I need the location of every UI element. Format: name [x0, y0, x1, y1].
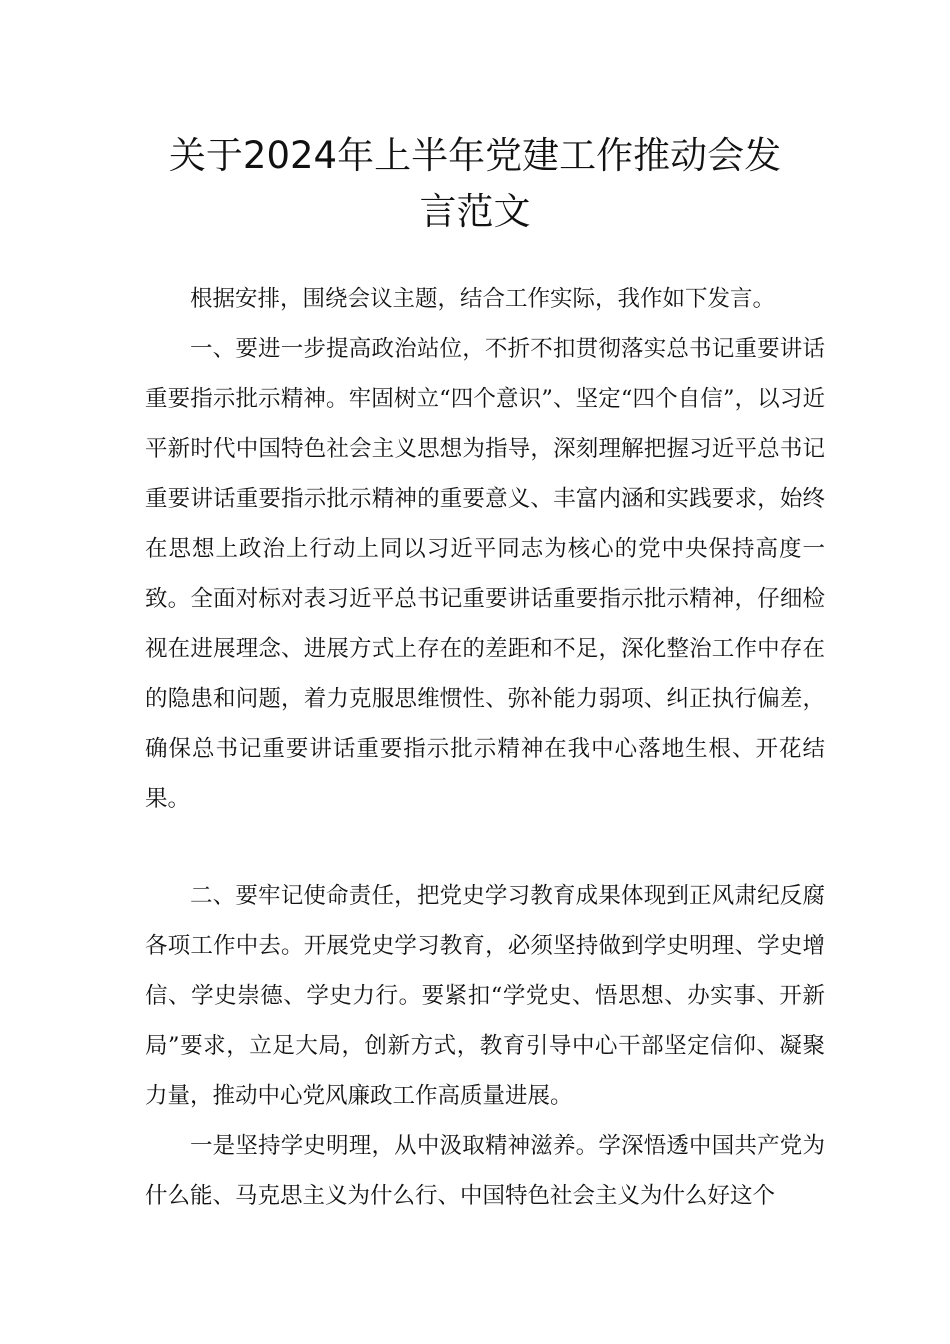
- paragraph-point-one: 一、要进一步提高政治站位，不折不扣贯彻落实总书记重要讲话重要指示批示精神。牢固树立“四个意识”、坚定“四个自信”，以习近平新时代中国特色社会主义思想为指导，深刻理解把握习近平总书记重要讲话重要指示批示精神的重要意义、丰富内涵和实践要求，始终在思想上政治上行动上同以习近平同志为核心的党中央保持高度一致。全面对标对表习近平总书记重要讲话重要指示批示精神，仔细检视在进展理念、进展方式上存在的差距和不足，深化整治工作中存在的隐患和问题，着力克服思维惯性、弥补能力弱项、纠正执行偏差，确保总书记重要讲话重要指示批示精神在我中心落地生根、开花结果。: [145, 336, 825, 812]
- document-title: [150, 128, 800, 240]
- paragraph-point-two: 二、要牢记使命责任，把党史学习教育成果体现到正风肃纪反腐各项工作中去。开展党史学习教育，必须坚持做到学史明理、学史增信、学史崇德、学史力行。要紧扣“学党史、悟思想、办实事、开新局”要求，立足大局，创新方式，教育引导中心干部坚定信仰、凝聚力量，推动中心党风廉政工作高质量进展。: [145, 883, 825, 1109]
- body-section-1: [145, 274, 825, 824]
- title-line-1: 关于2024年上半年党建工作推动会发: [168, 134, 782, 177]
- body-section-2: [145, 871, 825, 1221]
- paragraph-intro: 根据安排，围绕会议主题，结合工作实际，我作如下发言。: [190, 286, 776, 312]
- paragraph-sub-point-one: 一是坚持学史明理，从中汲取精神滋养。学深悟透中国共产党为什么能、马克思主义为什么行、中国特色社会主义为什么好这个: [145, 1133, 825, 1209]
- title-line-2: 言范文: [419, 190, 531, 233]
